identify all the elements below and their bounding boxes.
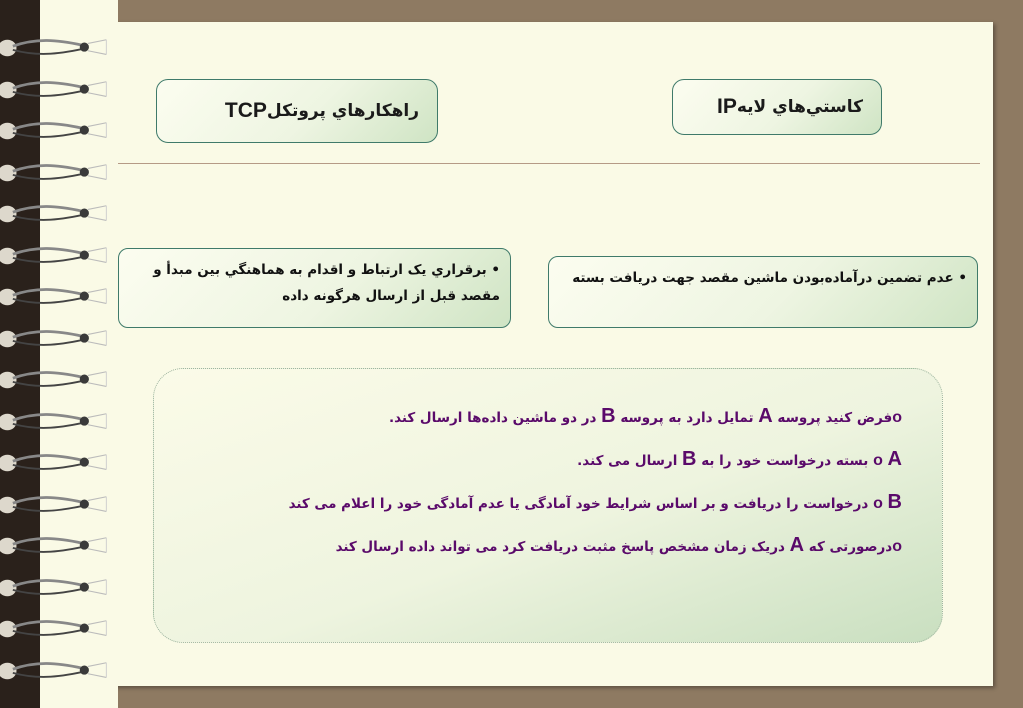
step-line-4	[174, 524, 902, 567]
spiral-ring	[0, 407, 110, 437]
step-bullet: o	[892, 538, 902, 555]
spiral-ring	[0, 531, 110, 561]
step-text: بسته درخواست خود را به	[701, 453, 869, 469]
spiral-ring	[0, 241, 110, 271]
tcp-handshake-bullet	[118, 248, 511, 328]
step-bullet: o	[873, 452, 883, 469]
step-line-1	[174, 395, 902, 438]
spiral-ring	[0, 116, 110, 146]
ip-title-latin: IP	[717, 95, 737, 118]
process-letter: A	[789, 534, 805, 556]
spiral-ring	[0, 614, 110, 644]
spiral-ring	[0, 33, 110, 63]
spiral-ring	[0, 199, 110, 229]
step-text: در دو ماشین داده‌ها ارسال کند.	[388, 410, 597, 426]
header-divider	[118, 163, 980, 164]
spiral-ring	[0, 448, 110, 478]
spiral-ring	[0, 324, 110, 354]
step-bullet: o	[873, 495, 883, 512]
spiral-ring	[0, 158, 110, 188]
tcp-solutions-title	[156, 79, 438, 143]
spiral-ring	[0, 365, 110, 395]
ip-title-text: کاستي‌هاي لايه	[736, 97, 863, 117]
process-letter: B	[601, 405, 616, 427]
step-bullet: o	[892, 409, 902, 426]
step-text: ارسال می کند.	[577, 453, 678, 469]
step-text: فرض کنید پروسه	[777, 410, 893, 426]
step-line-3	[174, 481, 902, 524]
process-letter: B	[682, 448, 697, 470]
step-text: تمایل دارد به پروسه	[620, 410, 754, 426]
handshake-steps-box	[153, 368, 943, 643]
process-letter: B	[887, 491, 902, 513]
tcp-title-text: راهکارهاي پروتکل	[266, 101, 419, 121]
process-letter: A	[758, 405, 773, 427]
spiral-ring	[0, 573, 110, 603]
step-text: درصورتی که	[808, 539, 893, 555]
spiral-ring	[0, 75, 110, 105]
process-letter: A	[887, 448, 902, 470]
spiral-ring	[0, 282, 110, 312]
ip-no-guarantee-bullet	[548, 256, 978, 328]
tcp-handshake-text: • برقراري يک ارتباط و اقدام به هماهنگي بين مبدأ و مقصد قبل از ارسال هرگونه داده	[153, 262, 500, 304]
step-text: درخواست را دریافت و بر اساس شرایط خود آمادگی یا عدم آمادگی خود را اعلام می کند	[288, 496, 869, 512]
step-line-2	[174, 438, 902, 481]
step-text: دریک زمان مشخص پاسخ مثبت دریافت کرد می تواند داده ارسال کند	[335, 539, 785, 555]
spiral-ring	[0, 656, 110, 686]
ip-no-guarantee-text: • عدم تضمين درآماده‌بودن ماشين مقصد جهت دريافت بسته	[572, 270, 967, 286]
spiral-ring	[0, 490, 110, 520]
tcp-title-latin: TCP	[224, 99, 267, 122]
ip-shortcomings-title	[672, 79, 882, 135]
